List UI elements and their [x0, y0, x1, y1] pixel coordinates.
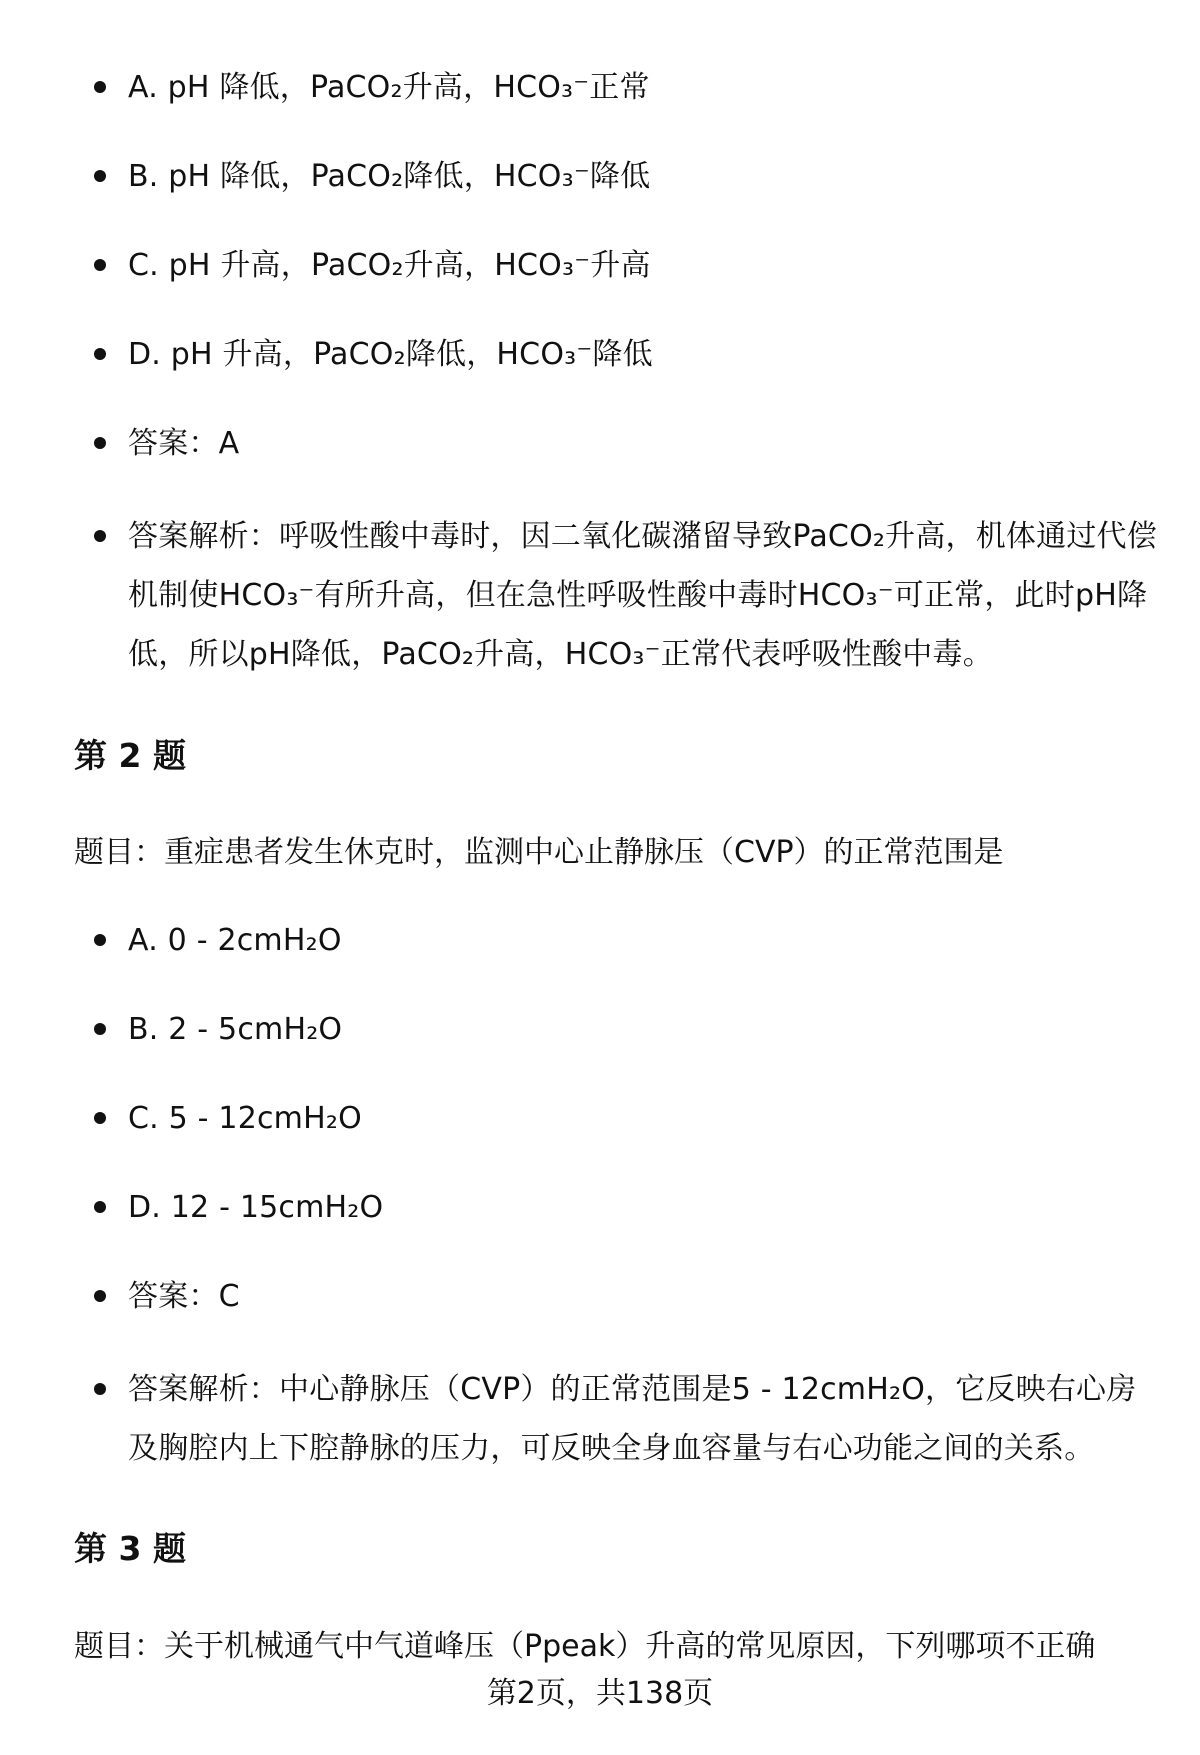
q2-option-b-text: B. 2 - 5cmH₂O	[128, 1012, 343, 1047]
bullet-icon	[94, 530, 106, 542]
bullet-icon	[94, 1112, 106, 1124]
bullet-icon	[94, 1383, 106, 1395]
q1-answer-text: 答案：A	[128, 426, 240, 461]
bullet-icon	[94, 934, 106, 946]
q2-explanation-text: 答案解析：中心静脉压（CVP）的正常范围是5 - 12cmH₂O，它反映右心房及胸腔内上下腔静脉的压力，可反映全身血容量与右心功能之间的关系。	[128, 1372, 1137, 1466]
q2-heading: 第 2 题	[74, 736, 186, 775]
q1-option-c-text: C. pH 升高，PaCO₂升高，HCO₃⁻升高	[128, 248, 651, 283]
q1-option-a	[128, 58, 1158, 117]
q1-option-c	[128, 236, 1158, 295]
q2-option-a-text: A. 0 - 2cmH₂O	[128, 923, 342, 958]
page-footer: 第2页，共138页	[486, 1676, 714, 1711]
q1-option-b-text: B. pH 降低，PaCO₂降低，HCO₃⁻降低	[128, 159, 651, 194]
bullet-icon	[94, 81, 106, 93]
q1-explanation	[128, 507, 1158, 684]
q1-option-d	[128, 325, 1158, 384]
q1-explanation-text: 答案解析：呼吸性酸中毒时，因二氧化碳潴留导致PaCO₂升高，机体通过代偿机制使HCO₃⁻有所升高，但在急性呼吸性酸中毒时HCO₃⁻可正常，此时pH降低，所以pH降低，PaCO₂升高，HCO₃⁻正常代表呼吸性酸中毒。	[128, 519, 1157, 672]
q1-option-b	[128, 147, 1158, 206]
q2-explanation	[128, 1360, 1158, 1478]
q2-option-c-text: C. 5 - 12cmH₂O	[128, 1101, 362, 1136]
bullet-icon	[94, 1290, 106, 1302]
q2-option-d-text: D. 12 - 15cmH₂O	[128, 1190, 384, 1225]
q2-answer	[128, 1267, 1158, 1326]
q3-stem: 题目：关于机械通气中气道峰压（Ppeak）升高的常见原因，下列哪项不正确	[74, 1629, 1096, 1664]
bullet-icon	[94, 259, 106, 271]
q3-heading: 第 3 题	[74, 1529, 186, 1568]
q1-answer	[128, 414, 1158, 473]
q2-option-c	[128, 1089, 1158, 1148]
bullet-icon	[94, 437, 106, 449]
q2-option-a	[128, 911, 1158, 970]
q2-option-b	[128, 1000, 1158, 1059]
bullet-icon	[94, 170, 106, 182]
bullet-icon	[94, 348, 106, 360]
q1-option-d-text: D. pH 升高，PaCO₂降低，HCO₃⁻降低	[128, 337, 653, 372]
bullet-icon	[94, 1201, 106, 1213]
bullet-icon	[94, 1023, 106, 1035]
q2-option-d	[128, 1178, 1158, 1237]
q2-stem: 题目：重症患者发生休克时，监测中心止静脉压（CVP）的正常范围是	[74, 835, 1004, 870]
q2-answer-text: 答案：C	[128, 1279, 240, 1314]
q1-option-a-text: A. pH 降低，PaCO₂升高，HCO₃⁻正常	[128, 70, 650, 105]
